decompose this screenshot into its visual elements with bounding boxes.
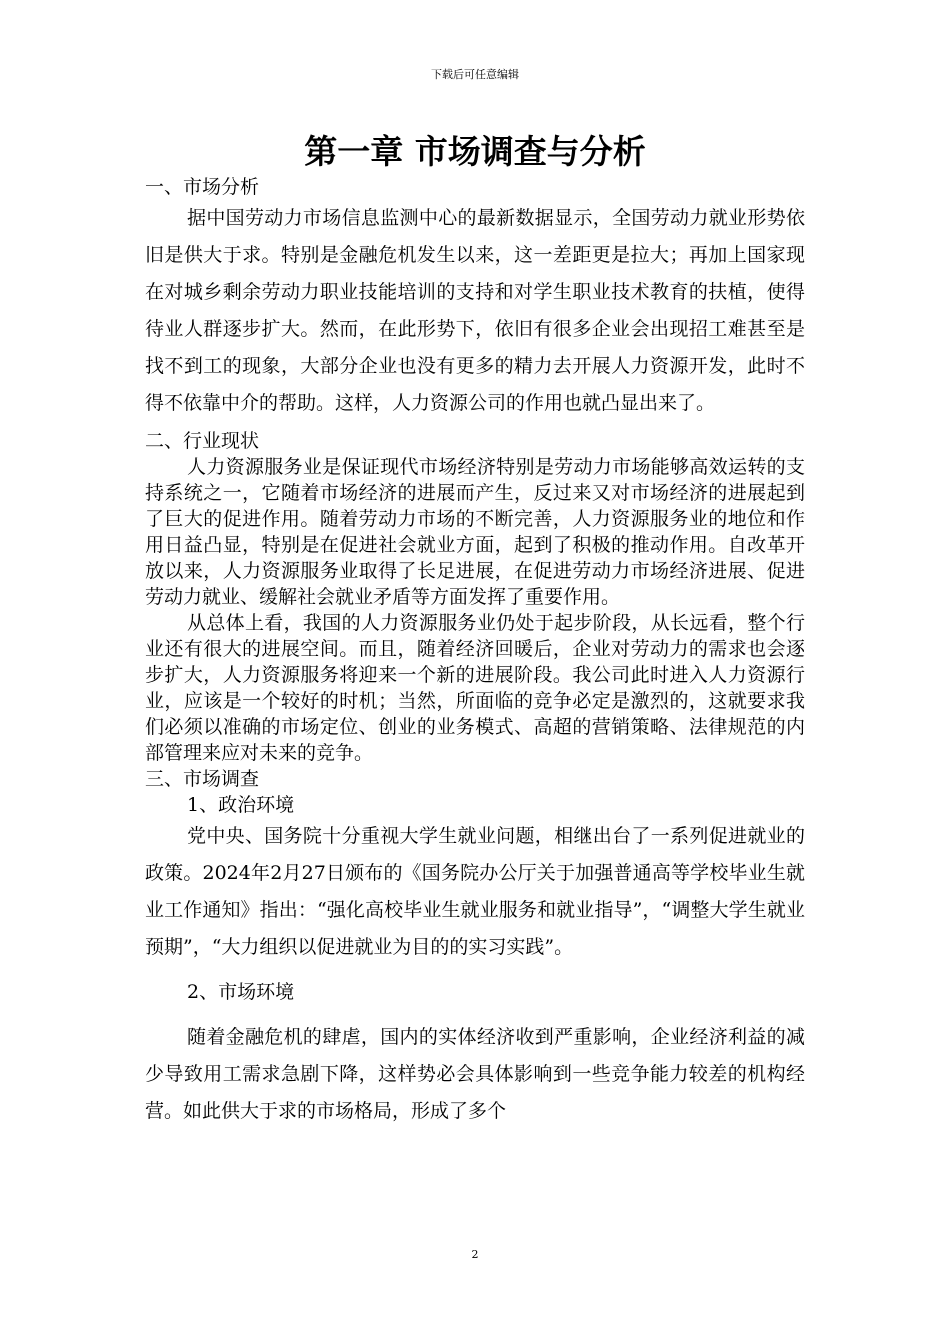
body-paragraph: 从总体上看，我国的人力资源服务业仍处于起步阶段，从长远看，整个行业还有很大的进展空间。而且，随着经济回暖后，企业对劳动力的需求也会逐步扩大，人力资源服务将迎来一个新的进展阶段。我公司此时进入人力资源行业，应该是一个较好的时机；当然，所面临的竞争必定是激烈的，这就要求我们必须以准确的市场定位、创业的业务模式、高超的营销策略、法律规范的内部管理来应对未来的竞争。 — [145, 612, 805, 764]
section-market-survey — [145, 766, 805, 1130]
section-heading: 三、市场调查 — [145, 768, 260, 790]
body-paragraph: 随着金融危机的肆虐，国内的实体经济收到严重影响，企业经济利益的减少导致用工需求急剧下降，这样势必会具体影响到一些竞争能力较差的机构经营。如此供大于求的市场格局，形成了多个 — [145, 1026, 805, 1122]
section-market-analysis — [145, 174, 805, 422]
header-note: 下载后可任意编辑 — [431, 68, 519, 81]
chapter-title: 第一章 市场调查与分析 — [304, 132, 646, 171]
document-body — [145, 174, 805, 1130]
section-industry-status — [145, 428, 805, 766]
section-heading: 二、行业现状 — [145, 430, 260, 452]
body-paragraph: 党中央、国务院十分重视大学生就业问题，相继出台了一系列促进就业的政策。2024年2月27日颁布的《国务院办公厅关于加强普通高等学校毕业生就业工作通知》指出：“强化高校毕业生就业服务和就业指导”，“调整大学生就业预期”，“大力组织以促进就业为目的的实习实践”。 — [145, 825, 805, 958]
subsection-heading: 1、政治环境 — [187, 794, 295, 816]
subsection-heading: 2、市场环境 — [187, 981, 295, 1003]
body-paragraph: 据中国劳动力市场信息监测中心的最新数据显示，全国劳动力就业形势依旧是供大于求。特别是金融危机发生以来，这一差距更是拉大；再加上国家现在对城乡剩余劳动力职业技能培训的支持和对学生职业技术教育的扶植，使得待业人群逐步扩大。然而，在此形势下，依旧有很多企业会出现招工难甚至是找不到工的现象，大部分企业也没有更多的精力去开展人力资源开发，此时不得不依靠中介的帮助。这样，人力资源公司的作用也就凸显出来了。 — [145, 207, 805, 414]
body-paragraph: 人力资源服务业是保证现代市场经济特别是劳动力市场能够高效运转的支持系统之一，它随着市场经济的进展而产生，反过来又对市场经济的进展起到了巨大的促进作用。随着劳动力市场的不断完善，人力资源服务业的地位和作用日益凸显，特别是在促进社会就业方面，起到了积极的推动作用。自改革开放以来，人力资源服务业取得了长足进展，在促进劳动力市场经济进展、促进劳动力就业、缓解社会就业矛盾等方面发挥了重要作用。 — [145, 456, 805, 608]
page-number: 2 — [471, 1248, 479, 1261]
section-heading: 一、市场分析 — [145, 176, 260, 198]
